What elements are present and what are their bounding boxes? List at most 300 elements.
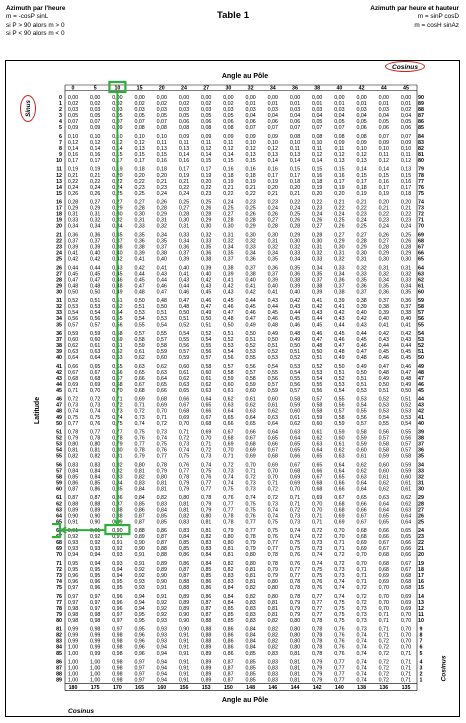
table-cell: 0,39	[67, 244, 79, 251]
table-cell: 0,29	[400, 250, 412, 257]
table-cell: 0,65	[134, 369, 145, 376]
table-cell: 0,88	[134, 528, 145, 535]
table-cell: 0,67	[400, 560, 412, 567]
table-cell: 0,68	[67, 375, 79, 382]
table-cell: 0,09	[378, 139, 389, 146]
row-label-right: 75	[418, 190, 424, 197]
table-cell: 0,80	[112, 447, 123, 454]
table-cell: 0,42	[289, 298, 301, 305]
table-cell: 0,57	[90, 322, 101, 329]
table-cell: 0,82	[223, 560, 234, 567]
table-cell: 0,56	[267, 375, 278, 382]
table-cell: 0,02	[400, 107, 412, 114]
table-cell: 0,13	[334, 158, 345, 164]
table-cell: 0,83	[178, 528, 190, 535]
table-cell: 0,60	[90, 337, 101, 344]
table-cell: 0,22	[90, 178, 101, 185]
table-cell: 0,28	[134, 205, 145, 212]
table-cell: 0,55	[312, 381, 323, 388]
row-label-left: 82	[56, 632, 62, 639]
table-cell: 0,52	[267, 349, 278, 356]
table-cell: 0,45	[289, 316, 301, 323]
table-cell: 0,17	[67, 158, 79, 164]
table-cell: 0,58	[201, 363, 212, 370]
table-cell: 0,84	[223, 599, 234, 606]
table-cell: 0,35	[112, 232, 123, 239]
table-cell: 0,99	[90, 638, 101, 645]
row-label-left: 84	[56, 644, 62, 651]
table-cell: 0,45	[223, 298, 234, 305]
row-label-left: 59	[56, 480, 62, 487]
table-cell: 0,68	[356, 528, 367, 535]
table-cell: 0,94	[112, 572, 123, 579]
table-cell: 0,10	[289, 139, 301, 146]
row-label-left: 58	[56, 474, 62, 481]
table-cell: 0,61	[178, 369, 190, 376]
table-cell: 0,42	[90, 256, 101, 263]
table-cell: 0,29	[356, 244, 367, 251]
table-cell: 0,51	[223, 330, 234, 337]
table-cell: 0,70	[378, 585, 389, 592]
table-cell: 0,54	[134, 316, 145, 323]
table-cell: 0,03	[223, 107, 234, 114]
row-label-left: 1	[59, 101, 62, 108]
table-cell: 0,35	[156, 238, 167, 245]
table-cell: 0,94	[134, 593, 145, 600]
table-cell: 0,68	[112, 381, 123, 388]
table-cell: 0,91	[156, 585, 167, 592]
table-cell: 0,58	[112, 330, 123, 337]
table-cell: 0,17	[400, 184, 412, 191]
table-cell: 0,96	[134, 650, 145, 657]
table-cell: 0,67	[356, 513, 367, 520]
table-cell: 0,06	[178, 119, 190, 126]
table-cell: 0,97	[67, 585, 79, 592]
table-cell: 0,68	[312, 480, 323, 487]
table-cell: 0,80	[223, 534, 234, 541]
table-cell: 1,00	[67, 665, 79, 672]
table-cell: 0,78	[289, 579, 301, 586]
table-cell: 0,63	[112, 355, 123, 362]
table-cell: 0,27	[90, 199, 101, 206]
table-cell: 0,97	[67, 599, 79, 606]
table-cell: 0,37	[312, 277, 323, 284]
table-cell: 0,82	[178, 513, 190, 520]
table-cell: 0,47	[378, 363, 389, 370]
table-cell: 0,76	[223, 495, 234, 502]
table-cell: 0,76	[334, 632, 345, 639]
row-label-left: 22	[56, 238, 62, 245]
table-cell: 0,77	[90, 429, 101, 436]
table-cell: 0,19	[378, 190, 389, 197]
table-cell: 0,19	[223, 178, 234, 185]
row-label-left: 73	[56, 572, 62, 579]
table-cell: 0,08	[356, 133, 367, 140]
table-cell: 0,72	[334, 552, 345, 559]
table-cell: 0,23	[312, 205, 323, 212]
table-cell: 0,88	[112, 507, 123, 514]
table-cell: 0,97	[90, 593, 101, 600]
table-cell: 0,77	[289, 566, 301, 573]
table-cell: 0,14	[356, 166, 367, 173]
table-cell: 0,63	[67, 349, 79, 356]
table-cell: 0,49	[201, 310, 212, 317]
table-cell: 0,74	[356, 638, 367, 645]
table-cell: 0,97	[67, 593, 79, 600]
table-cell: 0,83	[156, 501, 167, 508]
table-cell: 0,52	[289, 355, 301, 362]
table-cell: 0,89	[201, 659, 212, 666]
table-cell: 0,81	[289, 665, 301, 672]
table-cell: 0,71	[356, 566, 367, 573]
table-cell: 0,75	[312, 572, 323, 579]
row-label-right: 37	[418, 441, 424, 448]
table-cell: 0,89	[90, 507, 101, 514]
table-cell: 0,62	[400, 495, 412, 502]
table-cell: 0,91	[67, 519, 79, 526]
table-cell: 0,39	[267, 277, 278, 284]
right-formula-1: m = sinP cosD	[417, 13, 459, 21]
angle-bottom-label: Angle au Pôle	[221, 697, 269, 704]
table-cell: 0,70	[378, 599, 389, 606]
row-label-left: 52	[56, 435, 62, 442]
table-cell: 0,98	[112, 677, 123, 684]
table-cell: 0,10	[267, 139, 278, 146]
table-cell: 0,60	[156, 355, 167, 362]
table-cell: 0,55	[356, 408, 367, 415]
table-cell: 0,65	[267, 435, 278, 442]
table-cell: 0,53	[289, 363, 301, 370]
table-cell: 0,03	[245, 107, 256, 114]
table-cell: 0,95	[134, 611, 145, 618]
table-cell: 0,74	[67, 408, 79, 415]
table-cell: 0,63	[400, 507, 412, 514]
table-cell: 0,00	[67, 95, 79, 101]
table-cell: 0,59	[67, 330, 79, 337]
column-footer: 175	[90, 685, 100, 692]
row-label-right: 32	[418, 474, 424, 481]
table-cell: 0,86	[201, 585, 212, 592]
table-cell: 0,84	[223, 585, 234, 592]
table-cell: 0,57	[356, 420, 367, 427]
table-cell: 0,78	[289, 585, 301, 592]
table-cell: 0,74	[267, 513, 278, 520]
table-cell: 0,37	[356, 289, 367, 296]
table-cell: 0,51	[378, 387, 389, 394]
table-cell: 0,09	[267, 133, 278, 140]
table-cell: 0,69	[400, 605, 412, 612]
table-cell: 0,32	[312, 250, 323, 257]
table-cell: 0,09	[356, 139, 367, 146]
table-cell: 0,61	[378, 474, 389, 481]
column-footer: 180	[68, 685, 78, 692]
row-label-left: 31	[56, 298, 62, 305]
table-cell: 0,72	[378, 665, 389, 672]
table-cell: 0,87	[90, 495, 101, 502]
table-cell: 0,43	[312, 310, 323, 317]
table-cell: 0,67	[134, 381, 145, 388]
table-cell: 0,71	[378, 632, 389, 639]
table-cell: 0,74	[245, 495, 256, 502]
table-cell: 0,03	[378, 107, 389, 114]
table-cell: 0,08	[134, 125, 145, 132]
table-cell: 0,42	[134, 265, 145, 272]
table-cell: 0,40	[178, 265, 190, 272]
table-cell: 0,55	[178, 337, 190, 344]
table-cell: 0,46	[223, 304, 234, 311]
table-cell: 0,21	[67, 172, 79, 179]
row-label-right: 22	[418, 540, 424, 547]
table-cell: 1,00	[67, 659, 79, 666]
table-cell: 0,76	[289, 560, 301, 567]
table-cell: 0,26	[156, 199, 167, 206]
table-cell: 0,32	[112, 217, 123, 224]
table-cell: 0,29	[334, 238, 345, 245]
table-cell: 0,85	[90, 480, 101, 487]
table-cell: 0,05	[90, 113, 101, 120]
table-cell: 0,59	[312, 414, 323, 421]
table-cell: 0,81	[178, 501, 190, 508]
table-cell: 0,12	[245, 145, 256, 152]
table-cell: 0,08	[334, 133, 345, 140]
table-cell: 0,81	[223, 552, 234, 559]
table-cell: 0,14	[201, 151, 212, 158]
table-cell: 0,85	[223, 611, 234, 618]
table-cell: 0,66	[267, 441, 278, 448]
table-cell: 0,46	[245, 310, 256, 317]
table-cell: 0,29	[67, 205, 79, 212]
table-cell: 0,73	[334, 572, 345, 579]
table-cell: 0,70	[267, 474, 278, 481]
table-cell: 0,38	[201, 256, 212, 263]
table-cell: 0,62	[245, 402, 256, 409]
table-cell: 0,89	[156, 560, 167, 567]
table-cell: 0,75	[67, 414, 79, 421]
table-cell: 0,61	[289, 414, 301, 421]
table-cell: 0,16	[67, 151, 79, 158]
table-cell: 0,34	[334, 271, 345, 278]
table-cell: 0,83	[112, 474, 123, 481]
row-label-right: 74	[418, 199, 424, 206]
row-label-right: 84	[418, 133, 424, 140]
table-cell: 0,31	[156, 217, 167, 224]
table-cell: 0,81	[267, 605, 278, 612]
table-cell: 0,86	[67, 480, 79, 487]
table-cell: 0,63	[201, 387, 212, 394]
table-cell: 0,47	[400, 369, 412, 376]
table-cell: 0,90	[156, 579, 167, 586]
table-cell: 0,06	[356, 125, 367, 132]
table-cell: 0,24	[334, 211, 345, 218]
table-cell: 0,75	[134, 429, 145, 436]
table-cell: 0,04	[378, 113, 389, 120]
table-cell: 0,23	[201, 190, 212, 197]
table-cell: 0,81	[289, 650, 301, 657]
table-cell: 0,05	[112, 113, 123, 120]
table-cell: 0,72	[156, 420, 167, 427]
table-cell: 0,72	[289, 507, 301, 514]
table-cell: 0,28	[267, 223, 278, 230]
table-cell: 0,42	[67, 256, 79, 263]
table-cell: 0,23	[400, 217, 412, 224]
table-cell: 0,69	[245, 453, 256, 460]
table-cell: 0,79	[201, 507, 212, 514]
table-cell: 0,34	[378, 277, 389, 284]
row-label-right: 78	[418, 172, 424, 179]
table-cell: 1,00	[67, 677, 79, 684]
table-cell: 0,86	[223, 650, 234, 657]
table-cell: 0,50	[156, 304, 167, 311]
row-label-left: 14	[56, 184, 62, 191]
table-cell: 0,82	[245, 585, 256, 592]
table-cell: 0,59	[245, 381, 256, 388]
table-cell: 0,57	[289, 387, 301, 394]
table-cell: 0,83	[223, 579, 234, 586]
table-cell: 0,77	[156, 453, 167, 460]
row-label-right: 5	[419, 650, 423, 657]
column-header: 10	[114, 85, 121, 92]
table-cell: 0,47	[134, 283, 145, 290]
table-cell: 0,68	[400, 572, 412, 579]
row-label-right: 72	[418, 211, 424, 218]
table-cell: 0,24	[378, 223, 389, 230]
table-cell: 0,80	[178, 495, 190, 502]
table-cell: 0,79	[289, 605, 301, 612]
table-cell: 0,53	[378, 402, 389, 409]
table-cell: 0,26	[378, 232, 389, 239]
row-label-left: 21	[56, 232, 62, 239]
table-cell: 0,31	[223, 232, 234, 239]
table-cell: 0,71	[356, 579, 367, 586]
table-cell: 0,78	[223, 519, 234, 526]
table-cell: 0,37	[223, 256, 234, 263]
table-cell: 0,69	[178, 414, 190, 421]
table-cell: 0,62	[378, 486, 389, 493]
table-cell: 0,40	[201, 271, 212, 278]
sine-table	[52, 80, 430, 697]
table-cell: 0,92	[67, 534, 79, 541]
table-cell: 0,32	[245, 238, 256, 245]
table-cell: 0,01	[267, 101, 278, 108]
table-cell: 0,27	[178, 205, 190, 212]
table-cell: 0,89	[201, 644, 212, 651]
table-cell: 0,02	[90, 101, 101, 108]
table-cell: 0,44	[90, 265, 101, 272]
table-cell: 0,55	[156, 330, 167, 337]
row-label-left: 27	[56, 271, 62, 278]
table-cell: 0,96	[67, 572, 79, 579]
table-cell: 0,39	[223, 271, 234, 278]
table-cell: 0,61	[334, 441, 345, 448]
row-label-left: 67	[56, 534, 62, 541]
table-cell: 0,19	[334, 184, 345, 191]
table-cell: 0,59	[400, 462, 412, 469]
table-cell: 0,81	[267, 599, 278, 606]
row-label-right: 79	[418, 166, 424, 173]
table-cell: 0,69	[334, 513, 345, 520]
table-cell: 0,83	[267, 665, 278, 672]
table-cell: 0,79	[312, 677, 323, 684]
table-cell: 0,80	[201, 513, 212, 520]
table-cell: 0,41	[400, 322, 412, 329]
table-cell: 0,29	[112, 205, 123, 212]
table-cell: 0,69	[156, 402, 167, 409]
column-header: 42	[358, 85, 365, 92]
table-cell: 0,42	[223, 283, 234, 290]
column-header: 34	[269, 85, 276, 92]
table-cell: 0,14	[90, 145, 101, 152]
table-cell: 0,43	[178, 277, 190, 284]
table-cell: 0,23	[156, 184, 167, 191]
table-cell: 0,89	[112, 519, 123, 526]
table-cell: 0,79	[267, 566, 278, 573]
table-cell: 0,56	[289, 381, 301, 388]
table-cell: 0,66	[178, 396, 190, 403]
row-label-right: 71	[418, 217, 424, 224]
table-cell: 0,65	[312, 462, 323, 469]
row-label-right: 24	[418, 528, 424, 535]
table-cell: 0,63	[356, 474, 367, 481]
table-cell: 0,70	[156, 408, 167, 415]
table-cell: 0,24	[223, 199, 234, 206]
table-cell: 0,54	[90, 310, 101, 317]
table-cell: 0,96	[112, 599, 123, 606]
table-cell: 0,12	[400, 158, 412, 164]
row-label-left: 69	[56, 546, 62, 553]
table-cell: 0,58	[312, 402, 323, 409]
table-cell: 0,17	[112, 158, 123, 164]
table-cell: 0,34	[289, 256, 301, 263]
table-cell: 0,39	[134, 250, 145, 257]
table-cell: 0,74	[267, 507, 278, 514]
row-label-right: 43	[418, 402, 424, 409]
table-cell: 0,10	[112, 133, 123, 140]
table-cell: 0,32	[156, 223, 167, 230]
row-label-right: 19	[418, 560, 424, 567]
table-cell: 0,59	[356, 441, 367, 448]
table-cell: 0,58	[378, 441, 389, 448]
table-cell: 0,44	[378, 343, 389, 350]
table-cell: 0,68	[334, 501, 345, 508]
table-cell: 0,80	[267, 593, 278, 600]
table-cell: 0,19	[245, 178, 256, 185]
table-cell: 0,63	[245, 408, 256, 415]
table-cell: 0,71	[334, 540, 345, 547]
table-cell: 0,26	[334, 223, 345, 230]
table-cell: 0,31	[267, 238, 278, 245]
table-cell: 0,12	[90, 139, 101, 146]
row-label-left: 28	[56, 277, 62, 284]
table-cell: 0,78	[112, 435, 123, 442]
table-cell: 0,25	[334, 217, 345, 224]
row-label-left: 0	[59, 95, 62, 101]
table-cell: 0,38	[312, 283, 323, 290]
table-cell: 0,20	[156, 172, 167, 179]
table-cell: 0,19	[356, 190, 367, 197]
table-cell: 0,61	[223, 387, 234, 394]
table-cell: 0,77	[178, 468, 190, 475]
table-cell: 0,05	[178, 113, 190, 120]
table-cell: 0,22	[112, 178, 123, 185]
table-cell: 0,16	[312, 172, 323, 179]
left-rule-1: si P > 90 alors m > 0	[6, 21, 65, 29]
table-cell: 0,15	[112, 151, 123, 158]
table-cell: 0,25	[245, 205, 256, 212]
table-cell: 0,32	[267, 244, 278, 251]
table-cell: 0,90	[178, 617, 190, 624]
table-cell: 0,00	[90, 95, 101, 101]
table-cell: 0,19	[112, 166, 123, 173]
